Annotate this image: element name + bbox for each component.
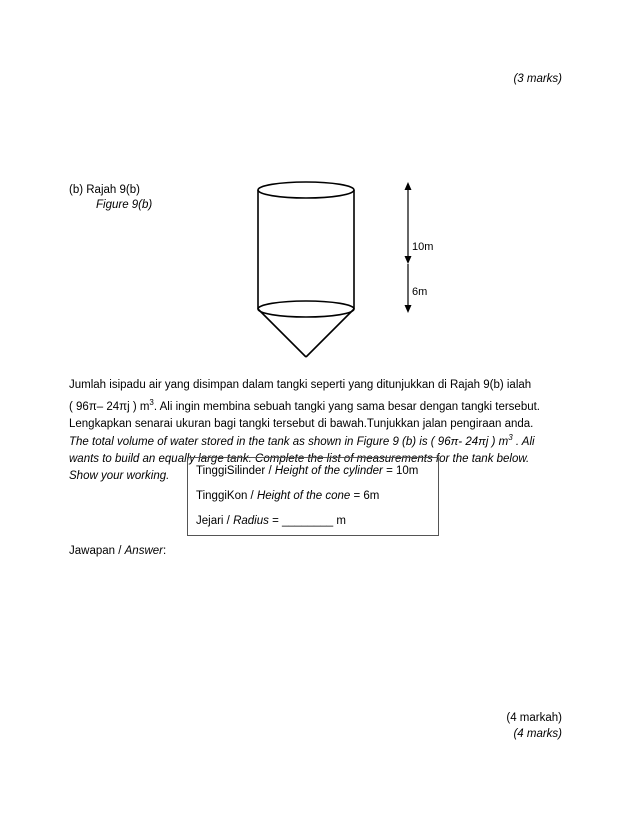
marks-bottom-english: (4 marks): [513, 728, 562, 740]
label-6m: 6m: [412, 286, 428, 298]
cylinder-height-line: TinggiSilinder / Height of the cylinder = 10m: [196, 465, 419, 477]
english-line-2: wants to build an equally large tank. Complete the list of measurements for the tank below.: [69, 453, 530, 466]
radius-line: Jejari / Radius = ________ m: [196, 515, 346, 527]
arrow-up-icon: [405, 182, 412, 190]
english-line-1: The total volume of water stored in the tank as shown in Figure 9 (b) is ( 96π- 24πj ) $m^3$ . Ali: [69, 433, 535, 448]
tank-diagram: [250, 178, 434, 363]
cylinder-top-ellipse: [258, 182, 354, 198]
marks-top: (3 marks): [513, 73, 562, 85]
answer-label: Jawapan / Answer:: [69, 545, 167, 557]
arrow-down-icon: [405, 256, 412, 264]
malay-line-1: Jumlah isipadu air yang disimpan dalam tangki seperti yang ditunjukkan di Rajah 9(b) ialah: [69, 379, 532, 391]
question-paragraph-malay: [69, 377, 579, 434]
malay-line-2: ( 96π– 24πj ) $m^3$. Ali ingin membina sebuah tangki yang sama besar dengan tangki tersebut.: [69, 398, 541, 414]
label-10m: 10m: [412, 241, 434, 253]
cylinder-bottom-ellipse: [258, 301, 354, 317]
cone-height-line: TinggiKon / Height of the cone = 6m: [196, 490, 380, 502]
marks-bottom-malay: (4 markah): [506, 712, 562, 724]
english-line-3: Show your working.: [69, 470, 170, 483]
arrow-down-icon: [405, 305, 412, 313]
measurement-box: [187, 457, 439, 536]
figure-label: Figure 9(b): [96, 199, 153, 211]
malay-line-3: Lengkapkan senarai ukuran bagi tangki tersebut di bawah.Tunjukkan jalan pengiraan anda.: [69, 418, 534, 431]
question-label: (b) Rajah 9(b): [69, 184, 140, 196]
